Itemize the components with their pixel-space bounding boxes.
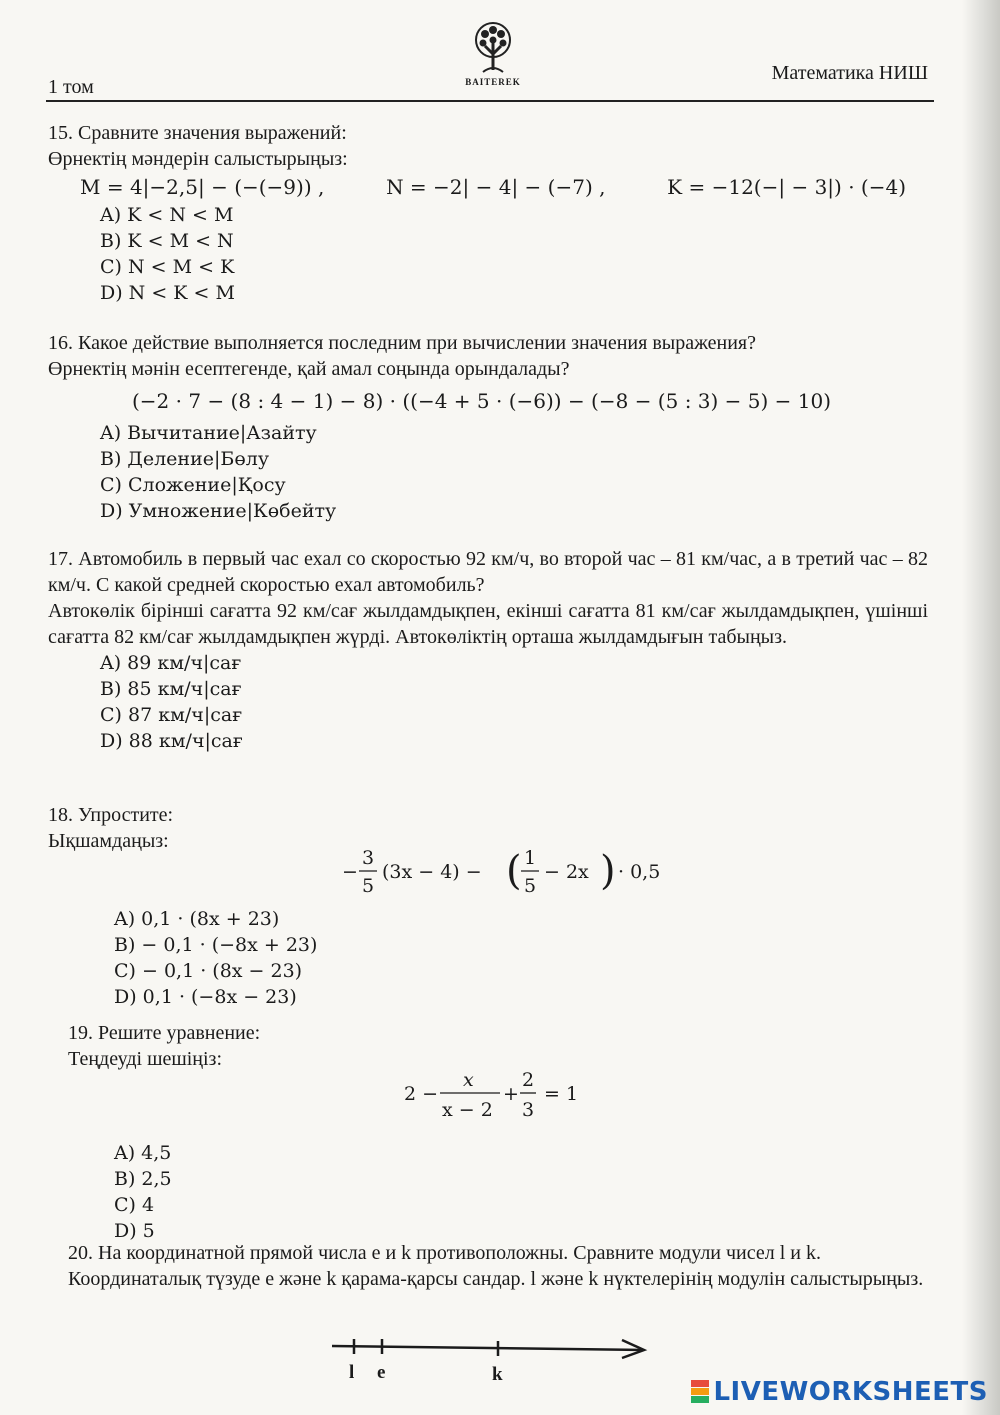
q16-option-a: A) Вычитание|Азайту — [100, 422, 317, 444]
logo-text: BAITEREK — [465, 77, 521, 87]
q20-text-ru: 20. На координатной прямой числа e и k противоположны. Сравните модули чисел l и k. — [68, 1242, 821, 1264]
subject-label: Математика НИШ — [771, 62, 928, 84]
coordinate-line — [324, 1334, 664, 1384]
q15-expr-k: K = −12(−| − 3|) · (−4) — [667, 175, 906, 199]
q15-option-b: B) K < M < N — [100, 230, 234, 252]
q18-end: · 0,5 — [618, 861, 661, 883]
q16-option-b: B) Деление|Бөлу — [100, 448, 270, 470]
q15-expr-n: N = −2| − 4| − (−7) , — [386, 175, 606, 199]
q16-title-ru: 16. Какое действие выполняется последним при вычислении значения выражения? — [48, 332, 757, 354]
q16-option-d: D) Умножение|Көбейту — [100, 500, 337, 522]
volume-label: 1 том — [48, 76, 94, 98]
q18-expression — [338, 840, 758, 904]
q18-option-b: B) − 0,1 · (−8x + 23) — [114, 934, 318, 956]
liveworksheets-watermark — [691, 1377, 988, 1407]
question-19 — [48, 1020, 928, 1244]
q17-option-a: A) 89 км/ч|сағ — [100, 652, 242, 674]
q18-mid: (3x − 4) − — [382, 861, 482, 883]
liveworksheets-logo-icon — [691, 1380, 709, 1404]
svg-text:(: ( — [506, 848, 522, 894]
q16-option-c: C) Сложение|Қосу — [100, 474, 286, 496]
q15-option-c: C) N < M < K — [100, 256, 235, 278]
liveworksheets-text: LIVEWORKSHEETS — [713, 1377, 988, 1407]
axis-label-k: k — [492, 1364, 503, 1384]
q17-text-kz: Автокөлік бірінші сағатта 92 км/сағ жылдамдықпен, екінші сағатта 81 км/сағ жылдамдықпен, үшінші сағатта 82 км/сағ жылдамдықпен жүрді. Автокөліктің орташа жылдамдығын табыңыз. — [48, 600, 928, 648]
q16-options — [100, 420, 928, 524]
question-16 — [48, 330, 928, 524]
axis-line — [332, 1346, 642, 1350]
q19-mid: + — [503, 1083, 519, 1105]
q18-option-c: C) − 0,1 · (8x − 23) — [114, 960, 303, 982]
q19-frac1-num: x — [463, 1069, 474, 1091]
q19-title-ru: 19. Решите уравнение: — [68, 1022, 261, 1044]
q16-expression: (−2 · 7 − (8 : 4 − 1) − 8) · ((−4 + 5 · (−6)) − (−8 − (5 : 3) − 5) − 10) — [132, 389, 832, 413]
q17-option-d: D) 88 км/ч|сағ — [100, 730, 243, 752]
q17-option-b: B) 85 км/ч|сағ — [100, 678, 242, 700]
q17-options — [100, 650, 928, 754]
q19-option-a: A) 4,5 — [114, 1142, 172, 1164]
q19-options — [114, 1140, 928, 1244]
q19-frac2-den: 3 — [522, 1099, 535, 1121]
q15-option-d: D) N < K < M — [100, 282, 235, 304]
question-17 — [48, 546, 928, 754]
tree-icon — [463, 20, 523, 76]
q18-title-kz: Ықшамдаңыз: — [48, 830, 169, 852]
q15-expr-m: M = 4|−2,5| − (−(−9)) , — [80, 175, 325, 199]
q19-lead: 2 − — [404, 1083, 439, 1105]
q19-end: = 1 — [544, 1083, 579, 1105]
q18-option-d: D) 0,1 · (−8x − 23) — [114, 986, 297, 1008]
q16-title-kz: Өрнектің мәнін есептегенде, қай амал соңында орындалады? — [48, 358, 570, 380]
q18-options — [114, 906, 928, 1010]
baiterek-logo — [458, 20, 528, 87]
question-15 — [48, 120, 928, 306]
q15-option-a: A) K < N < M — [100, 204, 234, 226]
axis-label-l: l — [349, 1362, 355, 1383]
q15-expressions — [48, 174, 928, 200]
question-18 — [48, 802, 928, 1010]
q18-title-ru: 18. Упростите: — [48, 804, 174, 826]
q18-frac1-den: 5 — [362, 875, 375, 897]
q19-option-b: B) 2,5 — [114, 1168, 172, 1190]
axis-label-e: e — [377, 1362, 386, 1383]
q19-option-c: C) 4 — [114, 1194, 155, 1216]
q19-option-d: D) 5 — [114, 1220, 155, 1242]
q18-frac1-num: 3 — [362, 847, 375, 869]
q19-title-kz: Теңдеуді шешіңіз: — [68, 1048, 223, 1070]
q18-tail: − 2x — [544, 861, 589, 883]
q20-text-kz: Координаталық түзуде e және k қарама-қарсы сандар. l және k нүктелерінің модулін салыстырыңыз. — [68, 1268, 924, 1290]
q18-lead-sign: − — [342, 861, 358, 883]
header-divider — [46, 100, 934, 102]
svg-text:): ) — [600, 848, 616, 894]
q19-frac1-den: x − 2 — [442, 1099, 493, 1121]
q18-frac2-num: 1 — [524, 847, 537, 869]
q15-title-kz: Өрнектің мәндерін салыстырыңыз: — [48, 148, 348, 170]
q19-frac2-num: 2 — [522, 1069, 535, 1091]
q15-options — [100, 202, 928, 306]
page-edge-shadow — [962, 0, 1000, 1415]
q15-title-ru: 15. Сравните значения выражений: — [48, 122, 347, 144]
q19-equation — [400, 1064, 660, 1134]
q17-option-c: C) 87 км/ч|сағ — [100, 704, 243, 726]
question-20 — [68, 1240, 928, 1292]
q17-text-ru: 17. Автомобиль в первый час ехал со скоростью 92 км/ч, во второй час – 81 км/час, а в третий час – 82 км/ч. С какой средней скоростью ехал автомобиль? — [48, 548, 928, 596]
q18-frac2-den: 5 — [524, 875, 537, 897]
q18-option-a: A) 0,1 · (8x + 23) — [114, 908, 280, 930]
